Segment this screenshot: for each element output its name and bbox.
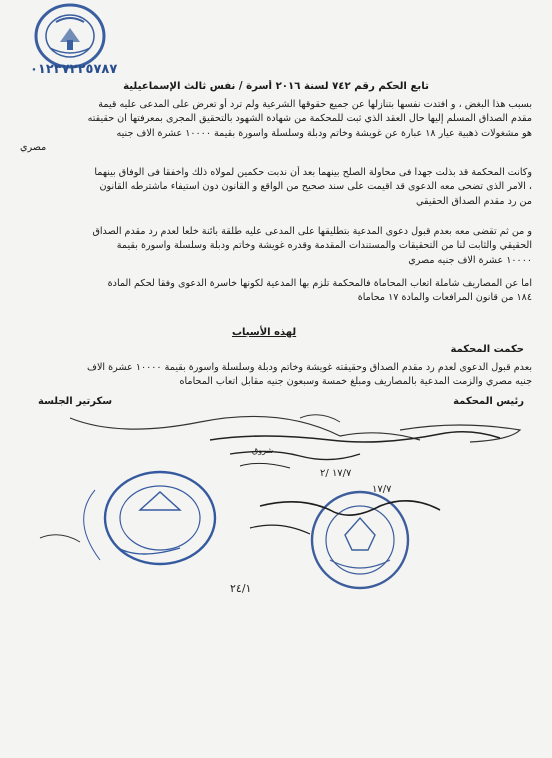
handwritten-signatures (0, 410, 552, 630)
text-line: مقدم الصداق المسلم إليها حال العقد الذي ثبت للمحكمة من شهادة الشهود بالتحقيق المجرى بمعرفتها ان حقيقته (87, 113, 532, 125)
paragraph-4 (20, 277, 532, 306)
text-line: بعدم قبول الدعوى لعدم رد مقدم الصداق وحقيقته غويشة وخاتم ودبلة وسلسلة واسورة بقيمة ١٠٠٠٠ عشرة الاف (87, 362, 532, 373)
seal-phone-number: ٠١٢٣٧٢٢٥٧٨٧ (30, 62, 118, 77)
judgment-header: تابع الحكم رقم ٧٤٢ لسنة ٢٠١٦ أسرة / نفس ثالث الإسماعيلية (123, 81, 429, 92)
text-line: هو مشغولات ذهبية عيار ١٨ عبارة عن غويشة وخاتم ودبلة وسلسلة واسورة بقيمة ١٠٠٠٠ عشرة الاف جنيه (116, 127, 532, 139)
svg-text:١٧/٧ /٢: ١٧/٧ /٢ (320, 468, 352, 479)
text-line: ١٨٤ من قانون المرافعات والمادة ١٧ محاماة (357, 292, 532, 304)
text-line: اما عن المصاريف شاملة اتعاب المحاماة فالمحكمة تلزم بها المدعية لكونها خاسرة الدعوى وفقا لحكم المادة (107, 278, 532, 289)
verdict-text (20, 361, 532, 390)
reasons-heading: لهذه الأسباب (232, 327, 297, 338)
svg-text:٢٤/١: ٢٤/١ (230, 582, 252, 595)
text-line: ١٠٠٠٠ عشرة الاف جنيه مصري (408, 254, 532, 266)
paragraph-3 (20, 225, 532, 268)
text-line: وكانت المحكمة قد بذلت جهدا فى محاولة الصلح بينهما بعد أن ندبت حكمين لمولاه ذلك واخفقا فى الوفاق بينهما (94, 167, 532, 178)
secretary-signature-label: سكرتير الجلسة (38, 396, 113, 407)
text-line: مصري (20, 141, 47, 153)
text-line: من رد مقدم الصداق الحقيقي (416, 195, 532, 207)
paragraph-1 (20, 98, 532, 155)
president-signature-label: رئيس المحكمة (453, 396, 524, 407)
svg-text:١٧/٧: ١٧/٧ (372, 484, 392, 495)
text-line: بسبب هذا البغض ، و افتدت نفسها بتنازلها عن جميع حقوقها الشرعية ولم ترد أو تعرض على المدعى عليه قيمة (98, 99, 532, 110)
text-line: جنيه مصري والزمت المدعية بالمصاريف ومبلغ خمسة وسبعون جنيه مقابل اتعاب المحاماه (179, 376, 532, 388)
paragraph-2 (20, 166, 532, 209)
text-line: ، الامر الذى تضحى معه الدعوى قد اقيمت على سند صحيح من الواقع و القانون دون استيفاء ماشترطه القانون (99, 181, 532, 193)
text-line: و من ثم تقضى معه بعدم قبول دعوى المدعية بتطليقها على المدعى عليه طلقة بائنة خلعا لعدم رد مقدم الصداق (92, 226, 532, 237)
handwritten-shurooq: شروق (252, 446, 274, 455)
text-line: الحقيقي والثابت لنا من التحقيقات والمستندات المقدمة وقدره غويشة وخاتم ودبلة وسلسلة واسورة بقيمة (116, 240, 532, 252)
verdict-heading: حكمت المحكمة (450, 344, 524, 355)
